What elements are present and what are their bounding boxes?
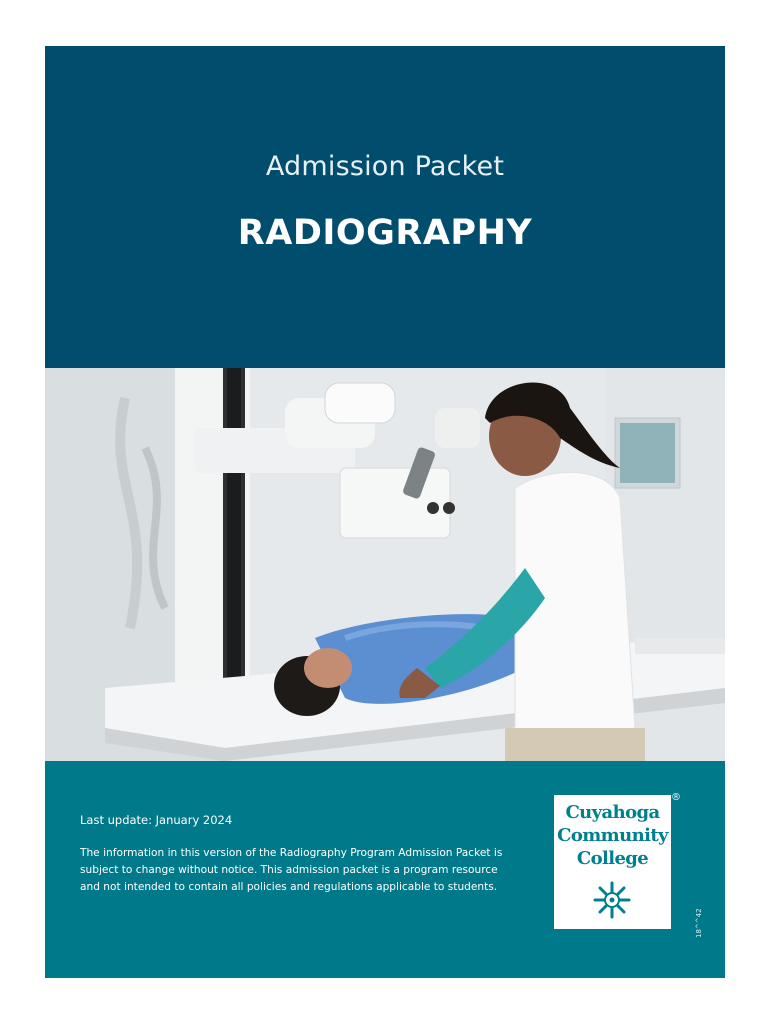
packet-label: Admission Packet [265, 151, 505, 182]
program-title: RADIOGRAPHY [237, 213, 533, 253]
cover-photo [45, 368, 725, 761]
radiography-photo-illustration [45, 368, 725, 761]
registered-mark: ® [671, 792, 681, 803]
disclaimer-text: The information in this version of the Radiography Program Admission Packet is subject to change without notice. This admission packet is a program resource and not intended to contain all policies and regulations applicable to students. [80, 847, 503, 893]
document-code: 18^^42 [695, 908, 703, 938]
header-band [45, 46, 725, 368]
last-update-text: Last update: January 2024 [80, 813, 233, 827]
logo-line-1: Cuyahoga [565, 802, 660, 823]
logo-line-3: College [576, 848, 649, 869]
tri-c-star-icon [592, 880, 632, 920]
college-logo [554, 795, 671, 929]
logo-line-2: Community [557, 825, 668, 846]
